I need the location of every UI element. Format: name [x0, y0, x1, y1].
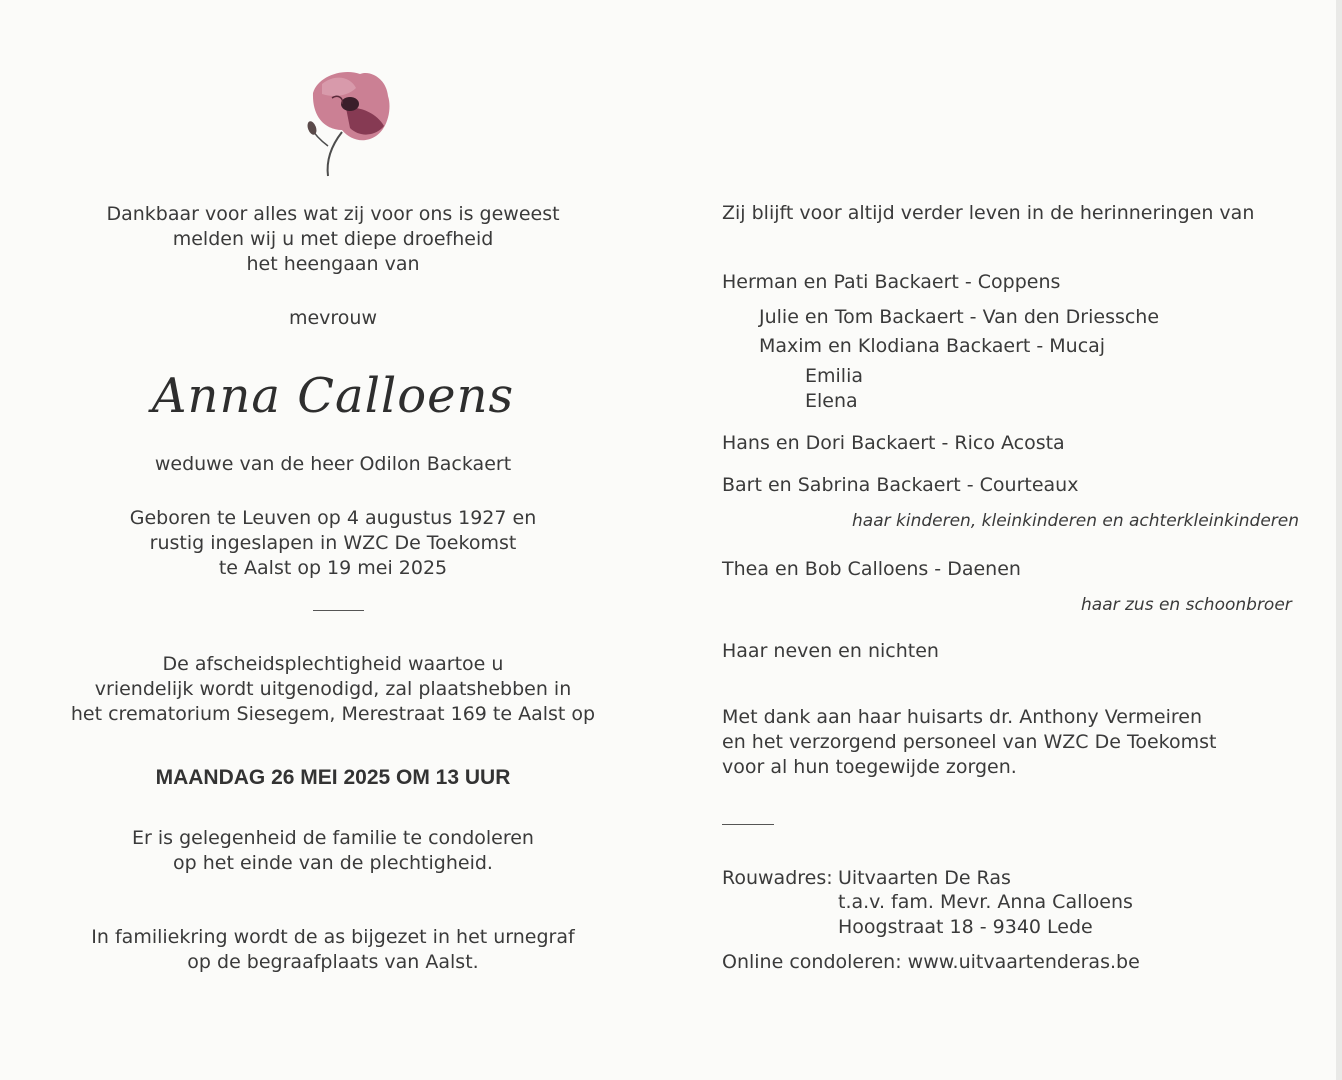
condole-line-1: Er is gelegenheid de familie te condoleren	[132, 827, 534, 849]
ceremony-line-1: De afscheidsplechtigheid waartoe u	[162, 653, 504, 675]
family-member-3: Maxim en Klodiana Backaert - Mucaj	[759, 335, 1106, 357]
thanks-line-3: voor al hun toegewijde zorgen.	[722, 756, 1017, 778]
sister-note: haar zus en schoonbroer	[1081, 595, 1292, 615]
sister-line: Thea en Bob Calloens - Daenen	[722, 558, 1021, 580]
burial-line-1: In familiekring wordt de as bijgezet in het urnegraf	[91, 926, 575, 948]
poppy-flower-icon	[298, 68, 398, 178]
card-edge	[1336, 0, 1342, 1080]
family-member-6: Hans en Dori Backaert - Rico Acosta	[722, 432, 1065, 454]
thanks-line-1: Met dank aan haar huisarts dr. Anthony Vermeiren	[722, 706, 1202, 728]
children-note: haar kinderen, kleinkinderen en achterkleinkinderen	[852, 511, 1299, 531]
birth-line-1: Geboren te Leuven op 4 augustus 1927 en	[129, 507, 537, 529]
deceased-name: Anna Calloens	[151, 368, 515, 424]
address-line-2: t.a.v. fam. Mevr. Anna Calloens	[838, 891, 1133, 913]
condole-line-2: op het einde van de plechtigheid.	[173, 852, 493, 874]
intro-line-2: melden wij u met diepe droefheid	[172, 228, 494, 250]
online-condolence: Online condoleren: www.uitvaartenderas.be	[722, 951, 1140, 973]
ceremony-line-2: vriendelijk wordt uitgenodigd, zal plaatshebben in	[94, 678, 572, 700]
divider-left	[313, 610, 364, 611]
address-line-1: Uitvaarten De Ras	[838, 867, 1011, 889]
ceremony-date: MAANDAG 26 MEI 2025 OM 13 UUR	[155, 766, 511, 789]
family-member-4: Emilia	[805, 365, 863, 387]
family-member-5: Elena	[805, 390, 858, 412]
birth-line-2: rustig ingeslapen in WZC De Toekomst	[149, 532, 517, 554]
ceremony-line-3: het crematorium Siesegem, Merestraat 169 te Aalst op	[70, 703, 596, 725]
address-label: Rouwadres:	[722, 867, 833, 889]
birth-line-3: te Aalst op 19 mei 2025	[218, 557, 448, 579]
intro-line-1: Dankbaar voor alles wat zij voor ons is geweest	[106, 203, 560, 225]
family-member-7: Bart en Sabrina Backaert - Courteaux	[722, 474, 1079, 496]
family-member-2: Julie en Tom Backaert - Van den Driessche	[759, 306, 1160, 328]
honorific: mevrouw	[288, 307, 378, 329]
address-line-3: Hoogstraat 18 - 9340 Lede	[838, 916, 1093, 938]
intro-line-3: het heengaan van	[246, 253, 420, 275]
memory-line: Zij blijft voor altijd verder leven in de herinneringen van	[722, 202, 1255, 224]
family-member-1: Herman en Pati Backaert - Coppens	[722, 271, 1061, 293]
widow-line: weduwe van de heer Odilon Backaert	[154, 453, 512, 475]
burial-line-2: op de begraafplaats van Aalst.	[187, 951, 479, 973]
cousins-line: Haar neven en nichten	[722, 640, 939, 662]
thanks-line-2: en het verzorgend personeel van WZC De Toekomst	[722, 731, 1217, 753]
divider-right	[722, 824, 774, 825]
